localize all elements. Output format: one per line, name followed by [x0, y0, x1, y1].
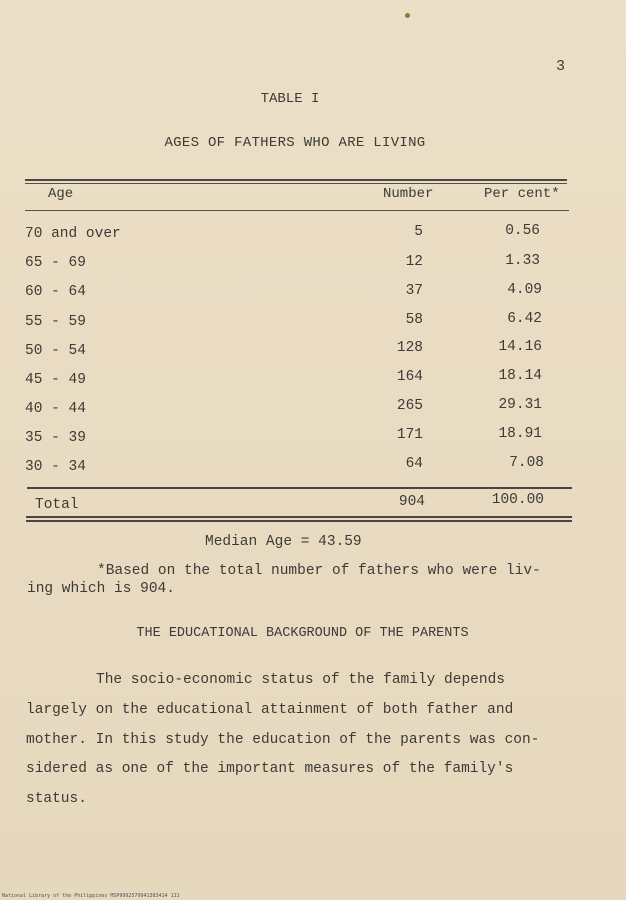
age-cell: 65 - 69 — [25, 255, 86, 271]
ink-speck — [405, 13, 410, 18]
percent-cell: 4.09 — [507, 282, 542, 298]
percent-cell: 7.08 — [509, 455, 544, 471]
paragraph-line-2: largely on the educational attainment of both father and — [26, 702, 514, 718]
median-age: Median Age = 43.59 — [205, 534, 362, 550]
table-label: TABLE I — [260, 91, 320, 107]
footnote-line-1: *Based on the total number of fathers who were liv- — [97, 563, 541, 579]
footnote-line-2: ing which is 904. — [27, 581, 175, 597]
page-number: 3 — [556, 58, 566, 75]
percent-cell: 6.42 — [507, 311, 542, 327]
number-cell: 5 — [414, 224, 423, 240]
paragraph-line-1: The socio-economic status of the family depends — [96, 672, 505, 688]
header-number: Number — [383, 186, 434, 202]
number-cell: 128 — [396, 340, 423, 356]
table-bottom-rule-1 — [26, 516, 572, 518]
total-rule — [27, 487, 572, 489]
section-heading: THE EDUCATIONAL BACKGROUND OF THE PARENTS — [136, 626, 469, 641]
total-percent: 100.00 — [491, 492, 544, 508]
number-cell: 58 — [405, 312, 423, 328]
percent-cell: 18.14 — [498, 368, 542, 384]
paragraph-line-3: mother. In this study the education of the parents was con- — [26, 732, 540, 748]
percent-cell: 1.33 — [505, 253, 540, 269]
header-rule — [25, 210, 569, 211]
age-cell: 60 - 64 — [25, 284, 86, 300]
table-bottom-rule-2 — [26, 520, 572, 522]
age-cell: 70 and over — [25, 226, 121, 242]
percent-cell: 0.56 — [505, 223, 540, 239]
number-cell: 64 — [405, 456, 423, 472]
age-cell: 40 - 44 — [25, 401, 86, 417]
number-cell: 37 — [405, 283, 423, 299]
header-percent: Per cent* — [484, 186, 560, 202]
age-cell: 50 - 54 — [25, 343, 86, 359]
number-cell: 265 — [396, 398, 423, 414]
age-cell: 45 - 49 — [25, 372, 86, 388]
total-label: Total — [35, 497, 79, 513]
percent-cell: 14.16 — [498, 339, 542, 355]
total-number: 904 — [398, 494, 425, 510]
table-top-rule-2 — [25, 183, 567, 184]
age-cell: 35 - 39 — [25, 430, 86, 446]
age-cell: 55 - 59 — [25, 314, 86, 330]
table-title: AGES OF FATHERS WHO ARE LIVING — [164, 135, 426, 151]
paragraph-line-4: sidered as one of the important measures of the family's — [26, 761, 514, 777]
header-age: Age — [48, 186, 74, 202]
number-cell: 12 — [405, 254, 423, 270]
number-cell: 164 — [396, 369, 423, 385]
archive-footer: National Library of the Philippines MSP9992579941383414 111 — [2, 893, 180, 899]
percent-cell: 29.31 — [498, 397, 542, 413]
age-cell: 30 - 34 — [25, 459, 86, 475]
table-top-rule-1 — [25, 179, 567, 181]
paragraph-line-5: status. — [26, 791, 87, 807]
percent-cell: 18.91 — [498, 426, 542, 442]
number-cell: 171 — [396, 427, 423, 443]
